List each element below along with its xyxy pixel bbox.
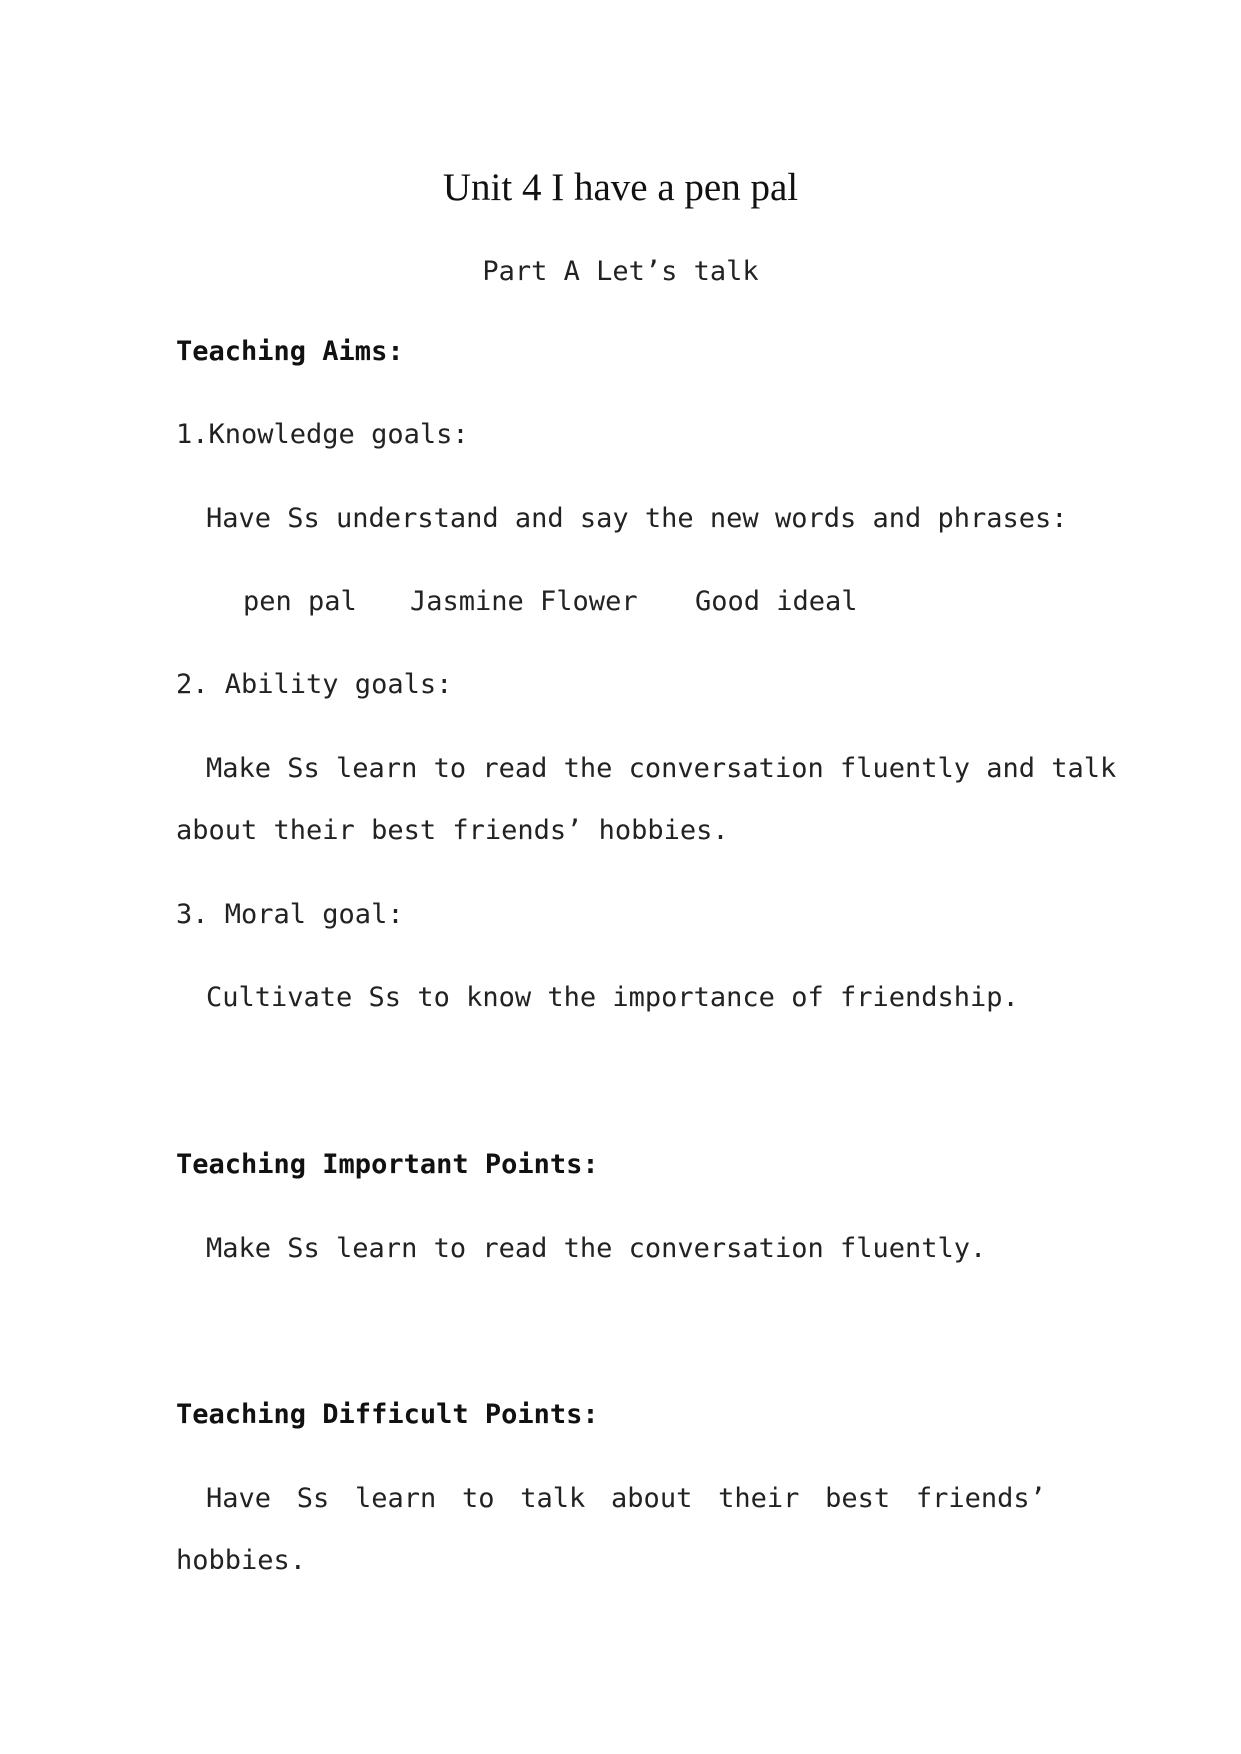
ability-goals-label: 2. Ability goals: — [176, 669, 453, 700]
difficult-points-line-1 — [206, 1481, 1046, 1517]
difficult-word: friends’ — [915, 1483, 1046, 1514]
difficult-word: Have — [206, 1483, 272, 1514]
difficult-word: talk — [520, 1483, 586, 1514]
difficult-word: Ss — [296, 1483, 330, 1514]
moral-goal-label: 3. Moral goal: — [176, 899, 404, 930]
vocab-word-jasmine-flower: Jasmine Flower — [410, 586, 638, 617]
vocab-word-good-ideal: Good ideal — [695, 586, 858, 617]
important-points-heading: Teaching Important Points: — [176, 1149, 599, 1180]
teaching-aims-heading: Teaching Aims: — [176, 336, 404, 367]
document-title: Unit 4 I have a pen pal — [442, 166, 799, 209]
difficult-word: to — [462, 1483, 495, 1514]
difficult-points-heading: Teaching Difficult Points: — [176, 1399, 599, 1430]
difficult-word: their — [718, 1483, 800, 1514]
ability-goals-line-2: about their best friends’ hobbies. — [176, 815, 729, 846]
ability-goals-line-1: Make Ss learn to read the conversation fluently and talk — [206, 753, 1117, 784]
document-subtitle: Part A Let’s talk — [482, 256, 759, 287]
knowledge-goals-label: 1.Knowledge goals: — [176, 419, 469, 450]
difficult-word: learn — [355, 1483, 437, 1514]
vocab-word-pen-pal: pen pal — [243, 586, 357, 617]
difficult-points-line-2: hobbies. — [176, 1545, 307, 1576]
moral-goal-text: Cultivate Ss to know the importance of friendship. — [206, 982, 1019, 1013]
difficult-word: best — [825, 1483, 891, 1514]
knowledge-goals-text: Have Ss understand and say the new words and phrases: — [206, 503, 1068, 534]
difficult-word: about — [611, 1483, 693, 1514]
important-points-text: Make Ss learn to read the conversation fluently. — [206, 1233, 987, 1264]
